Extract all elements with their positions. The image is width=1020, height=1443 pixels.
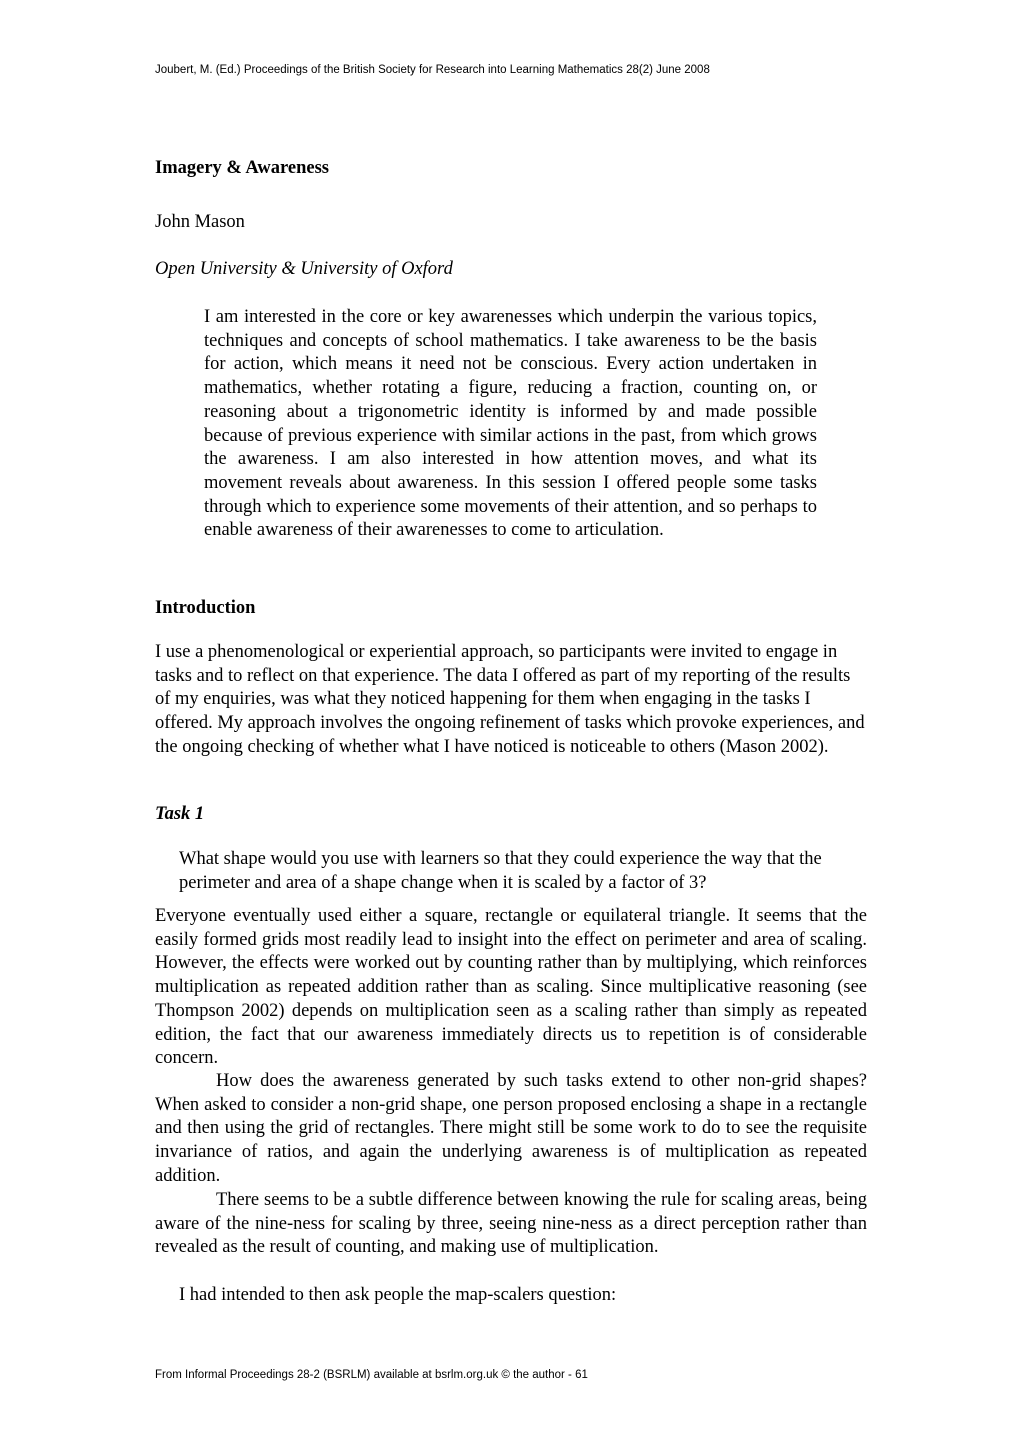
- task-1-paragraph: There seems to be a subtle difference between knowing the rule for scaling areas, being aware of the nine-ness for scaling by three, seeing nine-ness as a direct perception rather than revealed as the result of counting, and making use of multiplication.: [155, 1190, 867, 1258]
- task-1-paragraph: I had intended to then ask people the map-scalers question:: [179, 1285, 617, 1305]
- section-heading-introduction: Introduction: [155, 598, 256, 618]
- author-name: John Mason: [155, 212, 245, 232]
- task-1-paragraph: Everyone eventually used either a square, rectangle or equilateral triangle. It seems that the easily formed grids most readily lead to insight into the effect on perimeter and area of scaling. However, the effects were worked out by counting rather than by multiplying, which reinforces multiplication as repeated addition rather than as scaling. Since multiplicative reasoning (see Thompson 2002) depends on multiplication seen as a scaling rather than simply as repeated edition, the fact that our awareness immediately directs us to repetition is of considerable concern.: [155, 906, 867, 1069]
- running-footer: From Informal Proceedings 28-2 (BSRLM) available at bsrlm.org.uk © the author - 61: [155, 1369, 588, 1381]
- section-heading-task-1: Task 1: [155, 804, 205, 824]
- paper-title: Imagery & Awareness: [155, 158, 330, 178]
- author-affiliation: Open University & University of Oxford: [155, 259, 453, 279]
- running-header: Joubert, M. (Ed.) Proceedings of the British Society for Research into Learning Mathematics 28(2) June 2008: [155, 64, 710, 76]
- task-1-paragraph: How does the awareness generated by such tasks extend to other non-grid shapes? When asked to consider a non-grid shape, one person proposed enclosing a shape in a rectangle and then using the grid of rectangles. There might still be some work to do to see the requisite invariance of ratios, and again the underlying awareness is of multiplication as repeated addition.: [155, 1071, 867, 1186]
- task-1-question: What shape would you use with learners so that they could experience the way that the perimeter and area of a shape change when it is scaled by a factor of 3?: [179, 849, 822, 893]
- introduction-paragraph: I use a phenomenological or experiential approach, so participants were invited to engage in tasks and to reflect on that experience. The data I offered as part of my reporting of the results of my enquiries, was what they noticed happening for them when engaging in the tasks I offered. My approach involves the ongoing refinement of tasks which provoke experiences, and the ongoing checking of whether what I have noticed is noticeable to others (Mason 2002).: [155, 642, 865, 757]
- abstract: I am interested in the core or key awarenesses which underpin the various topics, techniques and concepts of school mathematics. I take awareness to be the basis for action, which means it need not be conscious. Every action undertaken in mathematics, whether rotating a figure, reducing a fraction, counting on, or reasoning about a trigonometric identity is informed by and made possible because of previous experience with similar actions in the past, from which grows the awareness. I am also interested in how attention moves, and what its movement reveals about awareness. In this session I offered people some tasks through which to experience some movements of their attention, and so perhaps to enable awareness of their awarenesses to come to articulation.: [204, 307, 817, 541]
